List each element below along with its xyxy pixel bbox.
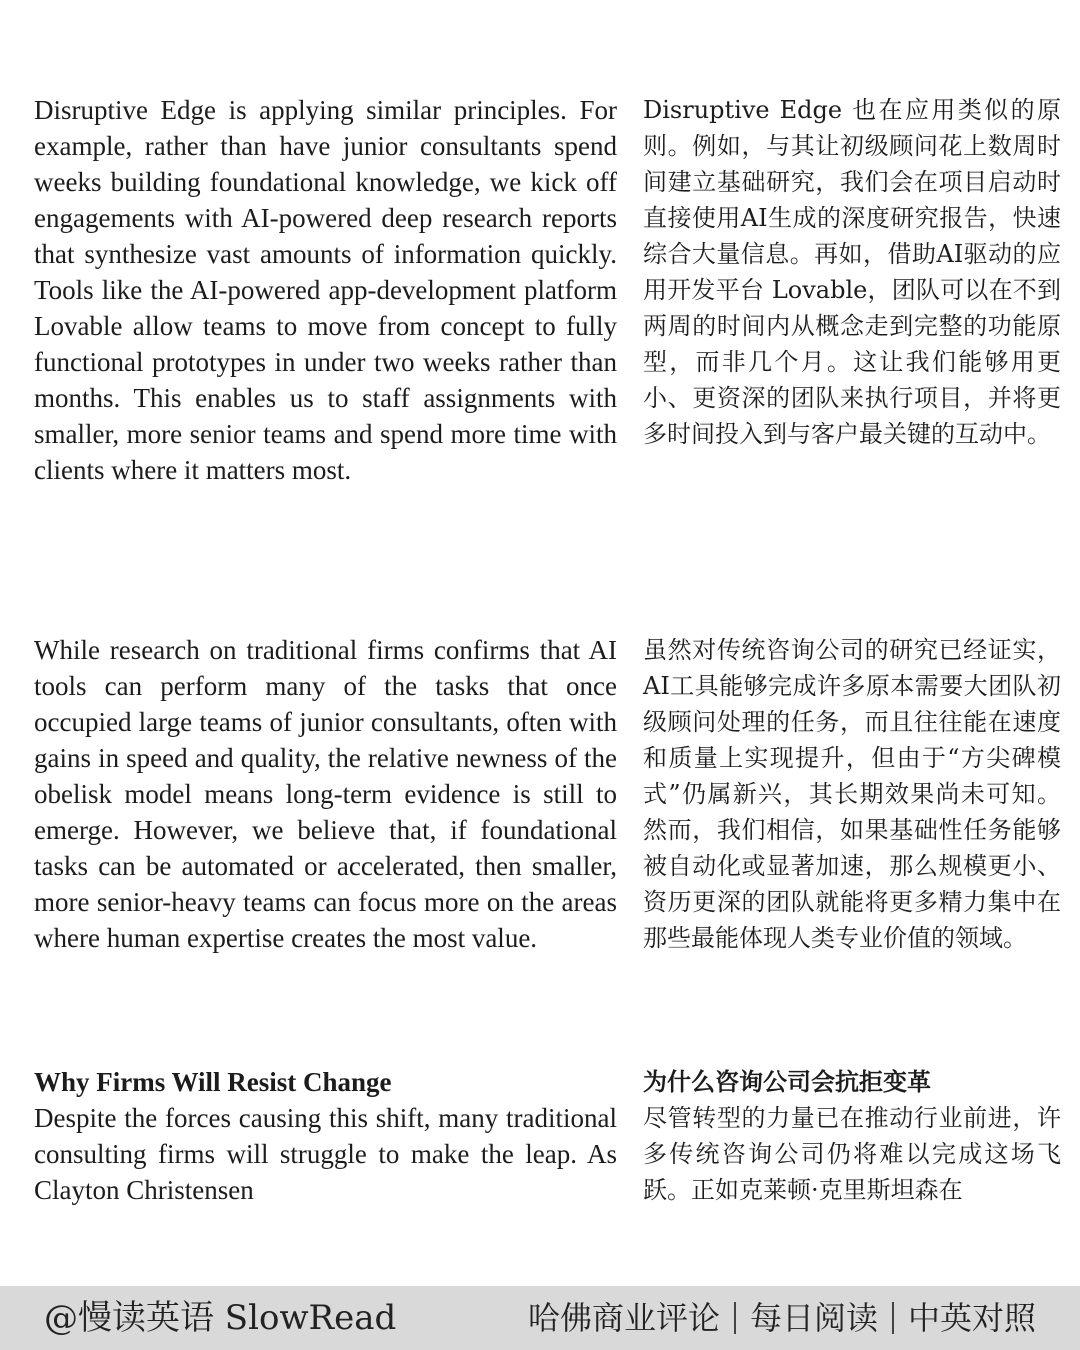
footer-tag-bilingual: 中英对照 [907,1299,1036,1337]
chinese-paragraph-2: 虽然对传统咨询公司的研究已经证实，AI工具能够完成许多原本需要大团队初级顾问处理的任务，而且往往能在速度和质量上实现提升，但由于“方尖碑模式”仍属新兴，其长期效果尚未可知。然而，我们相信，如果基础性任务能够被自动化或显著加速，那么规模更小、资历更深的团队就能将更多精力集中在那些最能体现人类专业价值的领域。 [643,636,1061,952]
footer-bar [0,1286,1080,1350]
divider [892,1302,894,1334]
english-section-heading: Why Firms Will Resist Change [34,1067,392,1097]
chinese-section-3 [643,1064,1061,1208]
english-paragraph-3: Despite the forces causing this shift, many traditional consulting firms will struggle to make the leap. As Clayton Christensen [34,1103,617,1205]
chinese-section-heading: 为什么咨询公司会抗拒变革 [643,1067,931,1096]
english-paragraph-1: Disruptive Edge is applying similar principles. For example, rather than have junior consultants spend weeks building foundational knowledge, we kick off engagements with AI-powered deep research reports that synthesize vast amounts of information quickly. Tools like the AI-powered app-development platform Lovable allow teams to move from concept to fully functional prototypes in under two weeks rather than months. This enables us to staff assignments with smaller, more senior teams and spend more time with clients where it matters most. [34,95,617,485]
chinese-paragraph-1: Disruptive Edge 也在应用类似的原则。例如，与其让初级顾问花上数周时间建立基础研究，我们会在项目启动时直接使用AI生成的深度研究报告，快速综合大量信息。再如，借助AI驱动的应用开发平台 Lovable，团队可以在不到两周的时间内从概念走到完整的功能原型，而非几个月。这让我们能够用更小、更资深的团队来执行项目，并将更多时间投入到与客户最关键的互动中。 [643,96,1061,448]
footer-tag-daily: 每日阅读 [749,1299,878,1337]
footer-tag-hbr: 哈佛商业评论 [527,1299,720,1337]
english-section-3 [34,1064,617,1208]
divider [734,1302,736,1334]
chinese-paragraph-3: 尽管转型的力量已在推动行业前进，许多传统咨询公司仍将难以完成这场飞跃。正如克莱顿·克里斯坦森在 [643,1104,1061,1204]
footer-tags [528,1294,1036,1342]
account-handle: @慢读英语 SlowRead [44,1298,397,1338]
english-paragraph-2: While research on traditional firms confirms that AI tools can perform many of the tasks that once occupied large teams of junior consultants, often with gains in speed and quality, the relative newness of the obelisk model means long-term evidence is still to emerge. However, we believe that, if foundational tasks can be automated or accelerated, then smaller, more senior-heavy teams can focus more on the areas where human expertise creates the most value. [34,635,617,953]
